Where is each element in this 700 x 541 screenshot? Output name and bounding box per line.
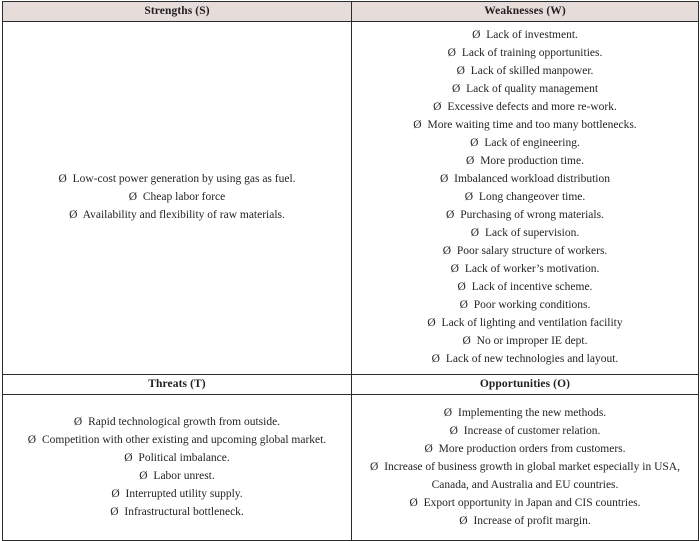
list-item-label: Low-cost power generation by using gas as fuel. bbox=[69, 173, 296, 185]
bullet-icon: Ø bbox=[470, 137, 479, 149]
list-item bbox=[359, 26, 691, 44]
list-item bbox=[10, 413, 344, 431]
list-item bbox=[359, 260, 691, 278]
strengths-title: Strengths (S) bbox=[144, 5, 210, 17]
list-item-label: Lack of lighting and ventilation facility bbox=[438, 317, 623, 329]
list-item bbox=[359, 116, 691, 134]
list-item-label: Excessive defects and more re-work. bbox=[444, 101, 617, 113]
bullet-icon: Ø bbox=[464, 191, 474, 203]
list-item-label: Long changeover time. bbox=[476, 191, 586, 203]
bullet-icon: Ø bbox=[427, 317, 436, 329]
bullet-icon: Ø bbox=[470, 227, 480, 239]
list-item bbox=[10, 449, 344, 467]
bullet-icon: Ø bbox=[58, 173, 67, 185]
list-item-label: Lack of quality management bbox=[463, 83, 599, 95]
list-item bbox=[10, 467, 344, 485]
list-item bbox=[10, 503, 344, 521]
list-item bbox=[359, 98, 691, 116]
list-item-label: Poor salary structure of workers. bbox=[454, 245, 608, 257]
bullet-icon: Ø bbox=[424, 442, 433, 455]
list-item bbox=[359, 80, 691, 98]
list-item bbox=[359, 494, 691, 512]
bullet-icon: Ø bbox=[69, 209, 78, 221]
list-item-label: Lack of training opportunities. bbox=[458, 47, 603, 59]
bullet-icon: Ø bbox=[124, 451, 133, 464]
list-item-label: Lack of engineering. bbox=[481, 137, 580, 149]
bullet-icon: Ø bbox=[459, 299, 468, 311]
opportunities-title: Opportunities (O) bbox=[479, 378, 571, 390]
bullet-icon: Ø bbox=[450, 263, 459, 275]
list-item-label: Competition with other existing and upcoming global market. bbox=[39, 433, 327, 446]
bullet-icon: Ø bbox=[139, 469, 148, 482]
list-item-label: Implementing the new methods. bbox=[455, 406, 607, 419]
list-item-label: Poor working conditions. bbox=[470, 299, 591, 311]
list-item-label: Lack of new technologies and layout. bbox=[442, 353, 619, 365]
list-item-label: Political imbalance. bbox=[135, 451, 230, 464]
list-item-label: Lack of skilled manpower. bbox=[467, 65, 594, 77]
swot-body-row-bottom bbox=[3, 395, 699, 541]
list-item-label: More waiting time and too many bottlenecks. bbox=[424, 119, 637, 131]
bullet-icon: Ø bbox=[462, 335, 471, 347]
opportunities-header-cell bbox=[352, 375, 699, 395]
list-item-label: Purchasing of wrong materials. bbox=[457, 209, 604, 221]
list-item-label: Imbalanced workload distribution bbox=[451, 173, 611, 185]
threats-header-cell bbox=[3, 375, 352, 395]
list-item bbox=[359, 350, 691, 368]
threats-list bbox=[10, 413, 344, 521]
weaknesses-header-cell bbox=[352, 2, 699, 22]
list-item bbox=[359, 404, 691, 422]
bullet-icon: Ø bbox=[27, 433, 37, 446]
list-item-label: Increase of business growth in global market especially in USA, Canada, and Australia and EU countries. bbox=[381, 460, 680, 491]
bullet-icon: Ø bbox=[110, 505, 119, 518]
list-item-label: Lack of worker’s motivation. bbox=[461, 263, 600, 275]
swot-header-row-bottom bbox=[3, 375, 699, 395]
list-item bbox=[359, 458, 691, 494]
list-item bbox=[359, 152, 691, 170]
list-item-label: Interrupted utility supply. bbox=[122, 487, 243, 500]
bullet-icon: Ø bbox=[439, 173, 449, 185]
threats-cell bbox=[3, 395, 352, 541]
list-item-label: Infrastructural bottleneck. bbox=[121, 505, 244, 518]
bullet-icon: Ø bbox=[413, 119, 422, 131]
bullet-icon: Ø bbox=[472, 29, 481, 41]
list-item-label: No or improper IE dept. bbox=[473, 335, 588, 347]
list-item-label: Lack of incentive scheme. bbox=[468, 281, 593, 293]
list-item bbox=[359, 206, 691, 224]
opportunities-list bbox=[359, 404, 691, 530]
list-item-label: Availability and flexibility of raw materials. bbox=[80, 209, 285, 221]
list-item bbox=[359, 44, 691, 62]
swot-body-row-top bbox=[3, 22, 699, 375]
bullet-icon: Ø bbox=[111, 487, 120, 500]
bullet-icon: Ø bbox=[431, 353, 440, 365]
list-item bbox=[359, 188, 691, 206]
list-item-label: More production orders from customers. bbox=[435, 442, 626, 455]
bullet-icon: Ø bbox=[451, 83, 461, 95]
list-item-label: Cheap labor force bbox=[140, 191, 226, 203]
bullet-icon: Ø bbox=[446, 209, 455, 221]
list-item-label: Rapid technological growth from outside. bbox=[85, 415, 281, 428]
list-item bbox=[10, 206, 344, 224]
list-item bbox=[359, 332, 691, 350]
bullet-icon: Ø bbox=[128, 191, 138, 203]
list-item bbox=[359, 62, 691, 80]
bullet-icon: Ø bbox=[466, 155, 475, 167]
bullet-icon: Ø bbox=[409, 496, 418, 509]
list-item bbox=[359, 440, 691, 458]
bullet-icon: Ø bbox=[433, 101, 442, 113]
list-item bbox=[359, 278, 691, 296]
opportunities-cell bbox=[352, 395, 699, 541]
strengths-list bbox=[10, 170, 344, 224]
list-item-label: Lack of investment. bbox=[483, 29, 578, 41]
list-item-label: Increase of profit margin. bbox=[470, 514, 591, 527]
weaknesses-cell bbox=[352, 22, 699, 375]
bullet-icon: Ø bbox=[459, 514, 468, 527]
swot-table bbox=[2, 1, 699, 541]
list-item bbox=[10, 188, 344, 206]
list-item bbox=[10, 170, 344, 188]
threats-title: Threats (T) bbox=[148, 378, 206, 390]
list-item-label: Labor unrest. bbox=[150, 469, 215, 482]
bullet-icon: Ø bbox=[456, 65, 465, 77]
bullet-icon: Ø bbox=[449, 424, 458, 437]
list-item bbox=[359, 314, 691, 332]
list-item bbox=[359, 224, 691, 242]
list-item bbox=[359, 296, 691, 314]
list-item-label: Increase of customer relation. bbox=[460, 424, 601, 437]
list-item bbox=[359, 512, 691, 530]
list-item bbox=[359, 242, 691, 260]
bullet-icon: Ø bbox=[443, 406, 453, 419]
list-item bbox=[359, 134, 691, 152]
list-item-label: Lack of supervision. bbox=[482, 227, 580, 239]
strengths-cell bbox=[3, 22, 352, 375]
list-item-label: Export opportunity in Japan and CIS countries. bbox=[420, 496, 641, 509]
bullet-icon: Ø bbox=[73, 415, 83, 428]
list-item bbox=[359, 170, 691, 188]
weaknesses-list bbox=[359, 26, 691, 368]
list-item bbox=[10, 485, 344, 503]
bullet-icon: Ø bbox=[370, 460, 379, 473]
list-item bbox=[359, 422, 691, 440]
weaknesses-title: Weaknesses (W) bbox=[484, 5, 566, 17]
list-item bbox=[10, 431, 344, 449]
bullet-icon: Ø bbox=[442, 245, 451, 257]
swot-header-row-top bbox=[3, 2, 699, 22]
strengths-header-cell bbox=[3, 2, 352, 22]
bullet-icon: Ø bbox=[457, 281, 466, 293]
bullet-icon: Ø bbox=[447, 47, 456, 59]
list-item-label: More production time. bbox=[477, 155, 584, 167]
